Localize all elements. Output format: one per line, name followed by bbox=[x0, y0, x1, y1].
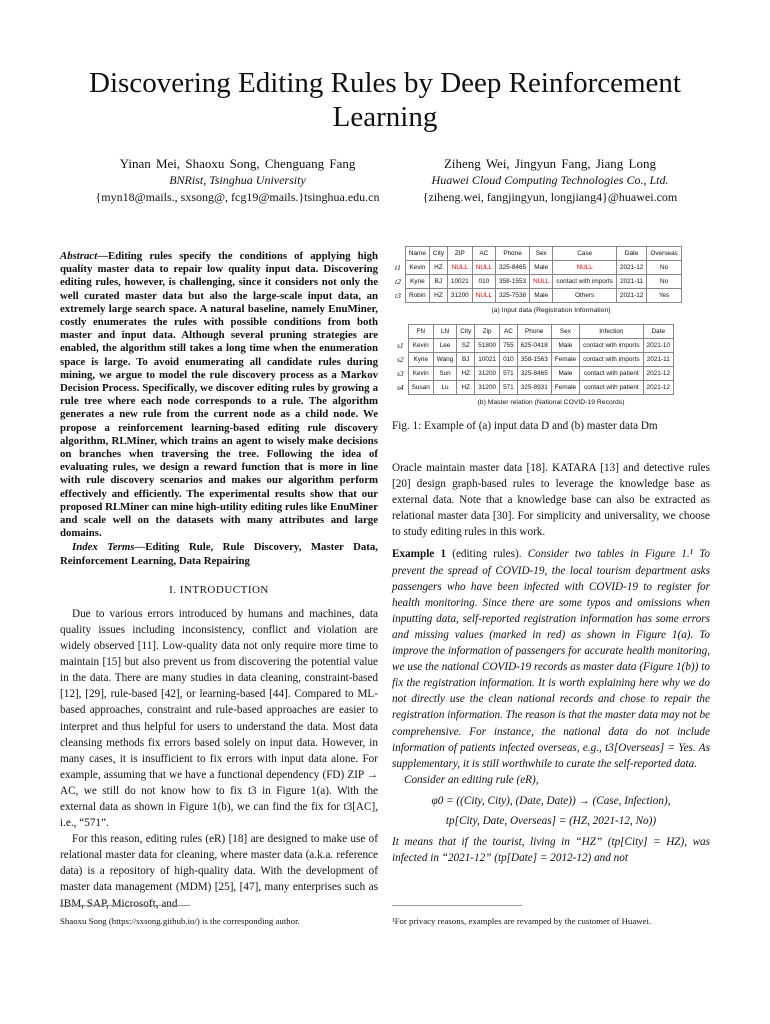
table-cell: Male bbox=[530, 289, 553, 303]
authors-right bbox=[390, 155, 710, 206]
formula-line-2: tp[City, Date, Overseas] = (HZ, 2021-12, No)) bbox=[445, 814, 657, 827]
example-text: Consider two tables in Figure 1.¹ To prevent the spread of COVID-19, the local tourism department asks passengers who have been infected with COVID-19 to register for health monitoring. Since there are some typos and omissions when inputting data, self-reported registration information has some errors and missing values (marked in red) as shown in Figure 1(a). To improve the information of passengers for accurate health monitoring, we use the national COVID-19 records as master data (Figure 1(b)) to fix the registration information. It is worth explaining here why we do not directly use the clean national records and chose to repair the registration information. The reason is that the master data may not be comprehensive. For instance, the national data do not include information of patients infected overseas, e.g., t3[Overseas] = Yes. As supplementary, it is still worthwhile to curate the self-reported data. bbox=[392, 548, 711, 770]
table-cell: NULL bbox=[553, 261, 616, 275]
table-cell: NULL bbox=[472, 261, 495, 275]
table-row bbox=[394, 353, 674, 367]
email-right: {ziheng.wei, fangjingyun, longjiang4}@huawei.com bbox=[422, 190, 678, 204]
table-cell: Kevin bbox=[405, 261, 429, 275]
index-terms bbox=[60, 541, 378, 567]
figure-1 bbox=[392, 246, 710, 432]
table-header-cell: City bbox=[457, 325, 475, 339]
table-cell: No bbox=[647, 275, 681, 289]
row-label: s4 bbox=[397, 383, 404, 392]
right-paragraph-1 bbox=[392, 460, 710, 540]
table-cell: Male bbox=[551, 367, 579, 381]
after-formula-text: It means that if the tourist, living in “HZ” (tp[City] = HZ), was infected in “2021-12” (tp[Date] = 2012-12) and not bbox=[392, 835, 710, 864]
table-cell: Kyrie bbox=[408, 353, 433, 367]
table-header-cell: Name bbox=[405, 247, 429, 261]
footnote-left: Shaoxu Song (https://sxsong.github.io/) is the corresponding author. bbox=[60, 916, 300, 926]
table-cell: 755 bbox=[500, 339, 518, 353]
table-cell: Lu bbox=[433, 381, 456, 395]
row-label: t2 bbox=[395, 277, 401, 286]
table-cell: 31200 bbox=[475, 367, 500, 381]
abstract-label: Abstract bbox=[60, 250, 98, 262]
table-header-cell: Phone bbox=[496, 247, 530, 261]
left-column bbox=[60, 250, 378, 912]
footnote-rule-right bbox=[392, 905, 522, 906]
table-row bbox=[394, 381, 674, 395]
table-cell: contact with imports bbox=[553, 275, 616, 289]
table-row bbox=[394, 367, 674, 381]
table-cell: 571 bbox=[500, 367, 518, 381]
table-cell: 358-1563 bbox=[517, 353, 551, 367]
table-cell: Wang bbox=[433, 353, 456, 367]
table-cell: 325-8465 bbox=[496, 261, 530, 275]
table-cell: 325-8465 bbox=[517, 367, 551, 381]
table-cell: 10021 bbox=[447, 275, 472, 289]
paper-title: Discovering Editing Rules by Deep Reinforcement Learning bbox=[89, 67, 681, 133]
input-table-caption: (a) Input data (Registration Information) bbox=[491, 307, 611, 314]
table-cell: BJ bbox=[457, 353, 475, 367]
index-terms-text: —Editing Rule, Rule Discovery, Master Data, Reinforcement Learning, Data Repairing bbox=[60, 541, 378, 567]
table-cell: Kevin bbox=[408, 339, 433, 353]
table-header-cell: Infection bbox=[580, 325, 643, 339]
author-names-right: Ziheng Wei, Jingyun Fang, Jiang Long bbox=[443, 156, 656, 171]
table-cell: HZ bbox=[457, 367, 475, 381]
table-cell: 625-0418 bbox=[517, 339, 551, 353]
master-table-caption: (b) Master relation (National COVID-19 Records) bbox=[477, 399, 625, 406]
table-header-cell: Date bbox=[643, 325, 673, 339]
table-cell: NULL bbox=[530, 275, 553, 289]
table-cell: HZ bbox=[429, 289, 447, 303]
affiliation-left: BNRist, Tsinghua University bbox=[169, 173, 306, 187]
right-p1: Oracle maintain master data [18]. KATARA [13] and detective rules [20] design graph-based rules to leverage the knowledge base as external data. Note that a knowledge base can also be extracted as relational master data [30]. For simplicity and universality, we choose to study editing rules in this work. bbox=[392, 462, 710, 539]
table-cell: 2021-12 bbox=[643, 381, 673, 395]
table-cell: contact with imports bbox=[580, 353, 643, 367]
table-cell: HZ bbox=[429, 261, 447, 275]
table-cell: contact with patient bbox=[580, 381, 643, 395]
input-data-table bbox=[392, 246, 682, 303]
index-terms-label: Index Terms bbox=[72, 541, 135, 554]
table-cell: 2021-12 bbox=[616, 261, 646, 275]
table-cell: Male bbox=[530, 261, 553, 275]
author-names-left: Yinan Mei, Shaoxu Song, Chenguang Fang bbox=[119, 156, 356, 171]
table-cell: 51800 bbox=[475, 339, 500, 353]
table-header-cell: Date bbox=[616, 247, 646, 261]
table-cell: Female bbox=[551, 381, 579, 395]
section-heading-introduction: I. INTRODUCTION bbox=[169, 583, 269, 596]
table-row bbox=[392, 289, 681, 303]
intro-paragraph-1: Due to various errors introduced by humans and machines, data quality issues including inconsistency, conflict and violation are widely observed [11]. Low-quality data not only require more time to maintain [15] but also prevent us from discovering the potential value in the data. There are many studies in data cleaning, constraint-based [12], [29], rule-based [42], or learning-based [44]. Compared to ML-based approaches, constraint and rule-based approaches are easier to interpret and thus helpful for users to understand the data. Most data cleansing methods fix errors based solely on input data. However, in many cases, it is insufficient to fix errors with input data alone. For example, assuming that we have a functional dependency (FD) ZIP → AC, we still do not know how to fix t3 in Figure 1(a). With the external data as shown in Figure 1(b), we can find the fix for t3[AC], i.e., “571”. bbox=[60, 607, 378, 830]
table-cell: Female bbox=[551, 353, 579, 367]
example-1 bbox=[392, 546, 710, 771]
introduction-body bbox=[60, 606, 378, 912]
table-cell: Kevin bbox=[408, 367, 433, 381]
formula-line-1: φ0 = ((City, City), (Date, Date)) → (Case, Infection), bbox=[431, 794, 671, 807]
table-cell: Sun bbox=[433, 367, 456, 381]
footnote-right: ¹For privacy reasons, examples are revamped by the customer of Huawei. bbox=[392, 916, 652, 926]
table-header-cell: LN bbox=[433, 325, 456, 339]
table-cell: No bbox=[647, 261, 681, 275]
table-cell: contact with patient bbox=[580, 367, 643, 381]
table-cell: 2021-12 bbox=[616, 289, 646, 303]
table-cell: NULL bbox=[447, 261, 472, 275]
table-cell: HZ bbox=[457, 381, 475, 395]
table-cell: 2021-10 bbox=[643, 339, 673, 353]
email-left: {myn18@mails., sxsong@, fcg19@mails.}tsinghua.edu.cn bbox=[95, 190, 380, 204]
table-cell: Lee bbox=[433, 339, 456, 353]
table-cell: Susan bbox=[408, 381, 433, 395]
table-cell: 010 bbox=[472, 275, 495, 289]
master-data-table bbox=[394, 324, 674, 395]
affiliation-right: Huawei Cloud Computing Technologies Co., Ltd. bbox=[431, 173, 669, 187]
table-cell: 2021-11 bbox=[643, 353, 673, 367]
table-row bbox=[392, 261, 681, 275]
table-header-cell: Sex bbox=[551, 325, 579, 339]
table-cell: NULL bbox=[472, 289, 495, 303]
abstract bbox=[60, 250, 378, 540]
table-row bbox=[394, 339, 674, 353]
row-label: s2 bbox=[397, 355, 404, 364]
table-cell: Others bbox=[553, 289, 616, 303]
table-cell: Robin bbox=[405, 289, 429, 303]
table-cell: SZ bbox=[457, 339, 475, 353]
table-header-cell: AC bbox=[500, 325, 518, 339]
row-label: t3 bbox=[395, 291, 401, 300]
table-header-cell: Overseas bbox=[647, 247, 681, 261]
table-header-cell: Zip bbox=[475, 325, 500, 339]
table-header-cell: City bbox=[429, 247, 447, 261]
table-cell: contact with imports bbox=[580, 339, 643, 353]
consider-line: Consider an editing rule (eR), bbox=[404, 773, 539, 786]
table-cell: 325-7538 bbox=[496, 289, 530, 303]
row-label: t1 bbox=[395, 263, 401, 272]
table-header-cell: FN bbox=[408, 325, 433, 339]
table-cell: Yes bbox=[647, 289, 681, 303]
figure-caption: Fig. 1: Example of (a) input data D and (b) master data Dm bbox=[392, 420, 658, 432]
table-cell: 325-8931 bbox=[517, 381, 551, 395]
table-cell: 2021-12 bbox=[643, 367, 673, 381]
table-row bbox=[392, 275, 681, 289]
table-header-cell: ZIP bbox=[447, 247, 472, 261]
table-header-cell: Phone bbox=[517, 325, 551, 339]
right-column bbox=[392, 246, 710, 866]
footnote-rule-left bbox=[60, 905, 190, 906]
abstract-text: —Editing rules specify the conditions of applying high quality master data to repair low quality input data. Discovering editing rules, however, is challenging, since it considers not only the well curated master data but also the large-scale input data, an extremely large search space. A natural baseline, namely EnuMiner, costly enumerates the rules with possible conditions from both master and input data. Although several pruning strategies are enabled, the algorithm still takes a long time when the enumeration space is large. To avoid enumerating all candidate rules during mining, we argue to model the rule discovery process as a Markov Decision Process. Specifically, we discover editing rules by growing a rule tree where each node corresponds to a rule. The algorithm generates a new rule from the current node as a child node. We propose a reinforcement learning-based editing rule discovery algorithm, RLMiner, which trains an agent to wisely make decisions on branches when traversing the tree. Following the idea of evaluating rules, we design a reward function that is more in line with rule discovery scenarios and makes our algorithm perform effectively and efficiently. The experimental results show that our proposed RLMiner can mine high-utility editing rules like EnuMiner and scale well on the datasets with many attributes and large domains. bbox=[60, 250, 378, 540]
table-header-cell: Sex bbox=[530, 247, 553, 261]
table-header-cell: AC bbox=[472, 247, 495, 261]
table-cell: 31200 bbox=[475, 381, 500, 395]
table-cell: 010 bbox=[500, 353, 518, 367]
example-subtitle: (editing rules). bbox=[452, 548, 522, 561]
table-cell: 358-1553 bbox=[496, 275, 530, 289]
table-header-cell: Case bbox=[553, 247, 616, 261]
table-cell: 571 bbox=[500, 381, 518, 395]
authors-left bbox=[60, 155, 415, 206]
table-cell: 2021-11 bbox=[616, 275, 646, 289]
row-label: s1 bbox=[397, 341, 404, 350]
table-cell: Kyrie bbox=[405, 275, 429, 289]
table-cell: Male bbox=[551, 339, 579, 353]
table-cell: BJ bbox=[429, 275, 447, 289]
table-cell: 10021 bbox=[475, 353, 500, 367]
intro-paragraph-2: For this reason, editing rules (eR) [18] are designed to make use of relational master data for cleaning, where master data (a.k.a. reference data) is a repository of high-quality data. With the development of master data management (MDM) [25], [47], many enterprises such as IBM, SAP, Microsoft, and bbox=[60, 833, 378, 910]
row-label: s3 bbox=[397, 369, 404, 378]
table-cell: 31200 bbox=[447, 289, 472, 303]
example-label: Example 1 bbox=[392, 548, 447, 561]
